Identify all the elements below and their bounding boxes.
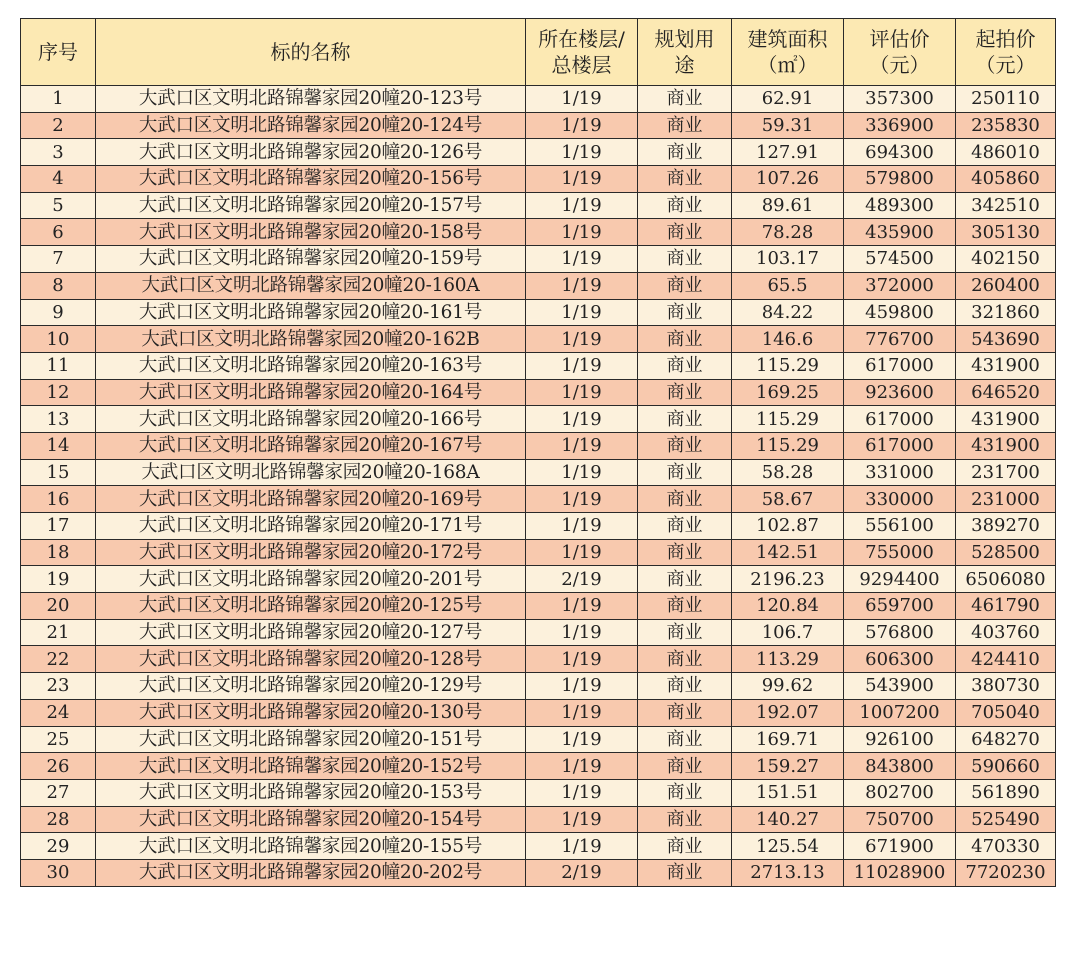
cell-index: 18	[21, 539, 96, 566]
table-row	[21, 486, 1056, 513]
table-row	[21, 166, 1056, 193]
cell-usage: 商业	[638, 699, 732, 726]
cell-area: 192.07	[732, 699, 844, 726]
cell-usage: 商业	[638, 673, 732, 700]
cell-name: 大武口区文明北路锦馨家园20幢20-158号	[96, 219, 526, 246]
cell-index: 23	[21, 673, 96, 700]
cell-appraisal: 694300	[844, 139, 956, 166]
cell-appraisal: 330000	[844, 486, 956, 513]
auction-listing-table	[20, 18, 1056, 887]
cell-appraisal: 372000	[844, 272, 956, 299]
cell-usage: 商业	[638, 486, 732, 513]
cell-start-price: 543690	[956, 326, 1056, 353]
cell-index: 11	[21, 352, 96, 379]
cell-index: 28	[21, 806, 96, 833]
cell-appraisal: 556100	[844, 513, 956, 540]
cell-name: 大武口区文明北路锦馨家园20幢20-162B	[96, 326, 526, 353]
cell-floor: 1/19	[526, 352, 638, 379]
header-start-price-line1: 起拍价	[975, 27, 1036, 51]
table-row	[21, 726, 1056, 753]
cell-start-price: 486010	[956, 139, 1056, 166]
cell-start-price: 231000	[956, 486, 1056, 513]
cell-appraisal: 617000	[844, 432, 956, 459]
cell-name: 大武口区文明北路锦馨家园20幢20-164号	[96, 379, 526, 406]
cell-name: 大武口区文明北路锦馨家园20幢20-157号	[96, 192, 526, 219]
table-row	[21, 379, 1056, 406]
header-name: 标的名称	[96, 19, 526, 86]
cell-name: 大武口区文明北路锦馨家园20幢20-127号	[96, 619, 526, 646]
cell-floor: 1/19	[526, 246, 638, 273]
cell-start-price: 561890	[956, 779, 1056, 806]
cell-start-price: 528500	[956, 539, 1056, 566]
cell-floor: 1/19	[526, 699, 638, 726]
cell-name: 大武口区文明北路锦馨家园20幢20-128号	[96, 646, 526, 673]
header-appraisal-line1: 评估价	[869, 27, 930, 51]
cell-usage: 商业	[638, 139, 732, 166]
cell-start-price: 431900	[956, 432, 1056, 459]
table-row	[21, 859, 1056, 886]
cell-floor: 1/19	[526, 166, 638, 193]
cell-area: 106.7	[732, 619, 844, 646]
header-floor-line1: 所在楼层/	[538, 27, 625, 51]
cell-usage: 商业	[638, 806, 732, 833]
cell-appraisal: 357300	[844, 86, 956, 113]
cell-name: 大武口区文明北路锦馨家园20幢20-129号	[96, 673, 526, 700]
cell-name: 大武口区文明北路锦馨家园20幢20-130号	[96, 699, 526, 726]
table-row	[21, 619, 1056, 646]
cell-name: 大武口区文明北路锦馨家园20幢20-202号	[96, 859, 526, 886]
cell-appraisal: 659700	[844, 593, 956, 620]
table-row	[21, 299, 1056, 326]
cell-name: 大武口区文明北路锦馨家园20幢20-163号	[96, 352, 526, 379]
cell-usage: 商业	[638, 192, 732, 219]
cell-area: 125.54	[732, 833, 844, 860]
cell-index: 21	[21, 619, 96, 646]
table-row	[21, 646, 1056, 673]
cell-start-price: 7720230	[956, 859, 1056, 886]
cell-start-price: 402150	[956, 246, 1056, 273]
cell-usage: 商业	[638, 166, 732, 193]
cell-area: 2713.13	[732, 859, 844, 886]
cell-usage: 商业	[638, 299, 732, 326]
cell-area: 146.6	[732, 326, 844, 353]
cell-appraisal: 1007200	[844, 699, 956, 726]
cell-area: 58.28	[732, 459, 844, 486]
cell-floor: 2/19	[526, 859, 638, 886]
header-usage-line1: 规划用	[654, 27, 715, 51]
table-row	[21, 673, 1056, 700]
cell-start-price: 250110	[956, 86, 1056, 113]
cell-usage: 商业	[638, 566, 732, 593]
cell-usage: 商业	[638, 432, 732, 459]
cell-area: 89.61	[732, 192, 844, 219]
cell-name: 大武口区文明北路锦馨家园20幢20-152号	[96, 753, 526, 780]
table-row	[21, 833, 1056, 860]
table-row	[21, 432, 1056, 459]
header-usage	[638, 19, 732, 86]
cell-name: 大武口区文明北路锦馨家园20幢20-124号	[96, 112, 526, 139]
table-row	[21, 139, 1056, 166]
cell-appraisal: 336900	[844, 112, 956, 139]
cell-name: 大武口区文明北路锦馨家园20幢20-156号	[96, 166, 526, 193]
header-usage-line2: 途	[674, 53, 695, 77]
cell-floor: 1/19	[526, 593, 638, 620]
cell-appraisal: 617000	[844, 406, 956, 433]
cell-name: 大武口区文明北路锦馨家园20幢20-166号	[96, 406, 526, 433]
cell-usage: 商业	[638, 219, 732, 246]
header-appraisal	[844, 19, 956, 86]
cell-floor: 1/19	[526, 112, 638, 139]
table-row	[21, 593, 1056, 620]
cell-start-price: 235830	[956, 112, 1056, 139]
cell-index: 26	[21, 753, 96, 780]
header-floor	[526, 19, 638, 86]
cell-area: 169.71	[732, 726, 844, 753]
cell-start-price: 260400	[956, 272, 1056, 299]
cell-appraisal: 9294400	[844, 566, 956, 593]
table-header	[21, 19, 1056, 86]
cell-appraisal: 435900	[844, 219, 956, 246]
cell-area: 140.27	[732, 806, 844, 833]
cell-area: 113.29	[732, 646, 844, 673]
table-row	[21, 779, 1056, 806]
table-row	[21, 406, 1056, 433]
header-start-price-line2: （元）	[975, 53, 1036, 77]
cell-name: 大武口区文明北路锦馨家园20幢20-155号	[96, 833, 526, 860]
table-row	[21, 753, 1056, 780]
cell-appraisal: 617000	[844, 352, 956, 379]
cell-floor: 1/19	[526, 379, 638, 406]
cell-name: 大武口区文明北路锦馨家园20幢20-126号	[96, 139, 526, 166]
table-row	[21, 272, 1056, 299]
cell-name: 大武口区文明北路锦馨家园20幢20-169号	[96, 486, 526, 513]
table-row	[21, 806, 1056, 833]
cell-name: 大武口区文明北路锦馨家园20幢20-201号	[96, 566, 526, 593]
cell-appraisal: 750700	[844, 806, 956, 833]
cell-index: 27	[21, 779, 96, 806]
cell-appraisal: 926100	[844, 726, 956, 753]
cell-floor: 2/19	[526, 566, 638, 593]
cell-index: 12	[21, 379, 96, 406]
cell-appraisal: 843800	[844, 753, 956, 780]
cell-start-price: 431900	[956, 352, 1056, 379]
cell-index: 13	[21, 406, 96, 433]
cell-floor: 1/19	[526, 406, 638, 433]
table-row	[21, 459, 1056, 486]
cell-appraisal: 755000	[844, 539, 956, 566]
cell-start-price: 424410	[956, 646, 1056, 673]
cell-floor: 1/19	[526, 619, 638, 646]
cell-start-price: 525490	[956, 806, 1056, 833]
cell-floor: 1/19	[526, 299, 638, 326]
cell-usage: 商业	[638, 406, 732, 433]
cell-usage: 商业	[638, 646, 732, 673]
cell-area: 78.28	[732, 219, 844, 246]
cell-index: 2	[21, 112, 96, 139]
cell-start-price: 321860	[956, 299, 1056, 326]
cell-index: 10	[21, 326, 96, 353]
cell-floor: 1/19	[526, 646, 638, 673]
cell-name: 大武口区文明北路锦馨家园20幢20-123号	[96, 86, 526, 113]
cell-floor: 1/19	[526, 673, 638, 700]
cell-appraisal: 331000	[844, 459, 956, 486]
table-row	[21, 246, 1056, 273]
table-row	[21, 326, 1056, 353]
cell-start-price: 648270	[956, 726, 1056, 753]
cell-usage: 商业	[638, 539, 732, 566]
cell-index: 17	[21, 513, 96, 540]
cell-floor: 1/19	[526, 513, 638, 540]
cell-index: 25	[21, 726, 96, 753]
cell-usage: 商业	[638, 379, 732, 406]
cell-area: 59.31	[732, 112, 844, 139]
cell-name: 大武口区文明北路锦馨家园20幢20-125号	[96, 593, 526, 620]
table-row	[21, 86, 1056, 113]
cell-appraisal: 11028900	[844, 859, 956, 886]
cell-usage: 商业	[638, 86, 732, 113]
cell-floor: 1/19	[526, 753, 638, 780]
cell-start-price: 403760	[956, 619, 1056, 646]
cell-index: 29	[21, 833, 96, 860]
cell-start-price: 380730	[956, 673, 1056, 700]
table-row	[21, 112, 1056, 139]
cell-floor: 1/19	[526, 272, 638, 299]
cell-appraisal: 776700	[844, 326, 956, 353]
cell-area: 107.26	[732, 166, 844, 193]
cell-index: 24	[21, 699, 96, 726]
cell-area: 62.91	[732, 86, 844, 113]
cell-appraisal: 489300	[844, 192, 956, 219]
table-row	[21, 192, 1056, 219]
cell-floor: 1/19	[526, 219, 638, 246]
cell-usage: 商业	[638, 859, 732, 886]
cell-index: 1	[21, 86, 96, 113]
cell-start-price: 405860	[956, 166, 1056, 193]
cell-usage: 商业	[638, 246, 732, 273]
cell-name: 大武口区文明北路锦馨家园20幢20-172号	[96, 539, 526, 566]
header-area-line2: （㎡）	[757, 53, 818, 77]
cell-start-price: 590660	[956, 753, 1056, 780]
header-area-line1: 建筑面积	[747, 27, 828, 51]
cell-index: 5	[21, 192, 96, 219]
cell-area: 120.84	[732, 593, 844, 620]
header-floor-line2: 总楼层	[551, 53, 612, 77]
cell-index: 4	[21, 166, 96, 193]
cell-appraisal: 802700	[844, 779, 956, 806]
cell-usage: 商业	[638, 513, 732, 540]
cell-area: 169.25	[732, 379, 844, 406]
cell-index: 14	[21, 432, 96, 459]
cell-area: 99.62	[732, 673, 844, 700]
cell-start-price: 461790	[956, 593, 1056, 620]
cell-usage: 商业	[638, 619, 732, 646]
table-row	[21, 566, 1056, 593]
cell-floor: 1/19	[526, 139, 638, 166]
table-row	[21, 219, 1056, 246]
cell-appraisal: 579800	[844, 166, 956, 193]
cell-start-price: 231700	[956, 459, 1056, 486]
cell-start-price: 470330	[956, 833, 1056, 860]
header-area	[732, 19, 844, 86]
cell-floor: 1/19	[526, 486, 638, 513]
cell-area: 65.5	[732, 272, 844, 299]
cell-index: 20	[21, 593, 96, 620]
cell-area: 102.87	[732, 513, 844, 540]
cell-appraisal: 576800	[844, 619, 956, 646]
cell-start-price: 6506080	[956, 566, 1056, 593]
cell-index: 16	[21, 486, 96, 513]
cell-area: 127.91	[732, 139, 844, 166]
cell-start-price: 646520	[956, 379, 1056, 406]
cell-index: 15	[21, 459, 96, 486]
cell-usage: 商业	[638, 779, 732, 806]
cell-area: 151.51	[732, 779, 844, 806]
cell-appraisal: 543900	[844, 673, 956, 700]
cell-area: 58.67	[732, 486, 844, 513]
cell-index: 7	[21, 246, 96, 273]
cell-floor: 1/19	[526, 833, 638, 860]
cell-name: 大武口区文明北路锦馨家园20幢20-168A	[96, 459, 526, 486]
table-row	[21, 699, 1056, 726]
cell-usage: 商业	[638, 593, 732, 620]
cell-index: 9	[21, 299, 96, 326]
cell-usage: 商业	[638, 112, 732, 139]
cell-appraisal: 671900	[844, 833, 956, 860]
cell-name: 大武口区文明北路锦馨家园20幢20-171号	[96, 513, 526, 540]
header-start-price	[956, 19, 1056, 86]
cell-area: 103.17	[732, 246, 844, 273]
cell-name: 大武口区文明北路锦馨家园20幢20-151号	[96, 726, 526, 753]
cell-appraisal: 574500	[844, 246, 956, 273]
cell-area: 2196.23	[732, 566, 844, 593]
cell-floor: 1/19	[526, 86, 638, 113]
table-row	[21, 352, 1056, 379]
cell-index: 6	[21, 219, 96, 246]
cell-floor: 1/19	[526, 432, 638, 459]
cell-name: 大武口区文明北路锦馨家园20幢20-154号	[96, 806, 526, 833]
cell-start-price: 431900	[956, 406, 1056, 433]
cell-appraisal: 923600	[844, 379, 956, 406]
cell-area: 142.51	[732, 539, 844, 566]
table-row	[21, 513, 1056, 540]
cell-start-price: 389270	[956, 513, 1056, 540]
cell-floor: 1/19	[526, 806, 638, 833]
cell-area: 159.27	[732, 753, 844, 780]
cell-usage: 商业	[638, 352, 732, 379]
cell-floor: 1/19	[526, 459, 638, 486]
cell-start-price: 342510	[956, 192, 1056, 219]
cell-index: 22	[21, 646, 96, 673]
cell-area: 115.29	[732, 432, 844, 459]
cell-usage: 商业	[638, 272, 732, 299]
cell-floor: 1/19	[526, 326, 638, 353]
cell-appraisal: 459800	[844, 299, 956, 326]
cell-floor: 1/19	[526, 779, 638, 806]
cell-index: 30	[21, 859, 96, 886]
cell-appraisal: 606300	[844, 646, 956, 673]
cell-name: 大武口区文明北路锦馨家园20幢20-161号	[96, 299, 526, 326]
cell-start-price: 305130	[956, 219, 1056, 246]
cell-usage: 商业	[638, 459, 732, 486]
cell-name: 大武口区文明北路锦馨家园20幢20-160A	[96, 272, 526, 299]
cell-usage: 商业	[638, 833, 732, 860]
cell-floor: 1/19	[526, 726, 638, 753]
header-index: 序号	[21, 19, 96, 86]
cell-area: 84.22	[732, 299, 844, 326]
cell-name: 大武口区文明北路锦馨家园20幢20-153号	[96, 779, 526, 806]
cell-name: 大武口区文明北路锦馨家园20幢20-167号	[96, 432, 526, 459]
cell-floor: 1/19	[526, 192, 638, 219]
cell-floor: 1/19	[526, 539, 638, 566]
table-row	[21, 539, 1056, 566]
cell-index: 19	[21, 566, 96, 593]
cell-usage: 商业	[638, 753, 732, 780]
cell-area: 115.29	[732, 406, 844, 433]
table-body	[21, 86, 1056, 887]
auction-table-container	[20, 18, 1056, 887]
cell-index: 3	[21, 139, 96, 166]
cell-name: 大武口区文明北路锦馨家园20幢20-159号	[96, 246, 526, 273]
header-row	[21, 19, 1056, 86]
cell-usage: 商业	[638, 326, 732, 353]
cell-start-price: 705040	[956, 699, 1056, 726]
cell-usage: 商业	[638, 726, 732, 753]
cell-index: 8	[21, 272, 96, 299]
cell-area: 115.29	[732, 352, 844, 379]
header-appraisal-line2: （元）	[869, 53, 930, 77]
